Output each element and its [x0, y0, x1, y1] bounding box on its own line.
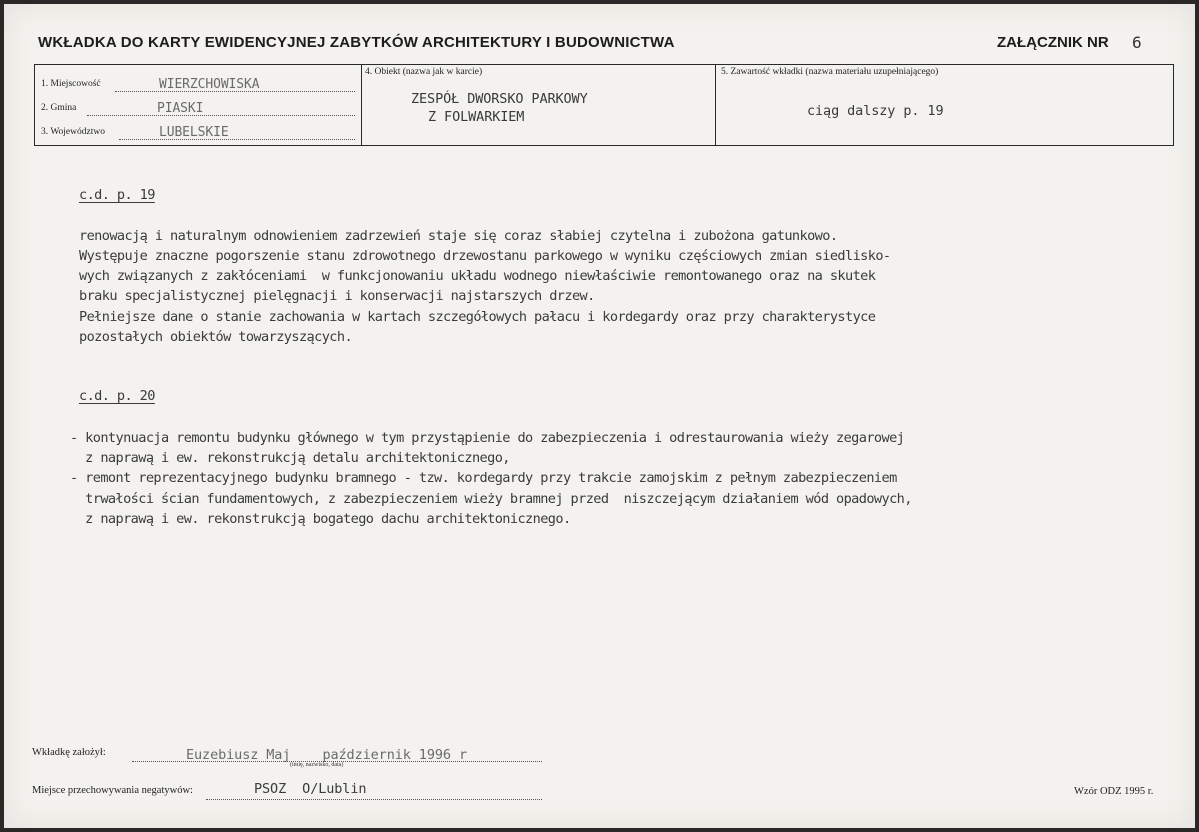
template-version: Wzór ODZ 1995 r.: [1074, 786, 1154, 797]
section1-line: Pełniejsze dane o stanie zachowania w kartach szczegółowych pałacu i kordegardy oraz przy charakterystyce: [79, 309, 876, 325]
section2-heading: c.d. p. 20: [79, 388, 155, 404]
column-divider: [361, 65, 362, 145]
created-by-value: Euzebiusz Maj październik 1996 r: [186, 747, 467, 763]
commune-label: 2. Gmina: [41, 103, 77, 113]
locality-value: WIERZCHOWISKA: [159, 77, 260, 92]
locality-label: 1. Miejscowość: [41, 79, 101, 89]
content-value: ciąg dalszy p. 19: [807, 103, 944, 119]
form-header-box: [34, 64, 1174, 146]
created-by-label: Wkładkę założył:: [32, 747, 106, 758]
section1-heading: c.d. p. 19: [79, 187, 155, 203]
section2-line: z naprawą i ew. rekonstrukcją detalu architektonicznego,: [70, 450, 510, 466]
section2-line: - remont reprezentacyjnego budynku bramnego - tzw. kordegardy przy trakcie zamojskim z pełnym zabezpieczeniem: [70, 470, 897, 486]
section1-line: pozostałych obiektów towarzyszących.: [79, 329, 353, 345]
commune-dotted-line: [87, 115, 355, 116]
section1-line: braku specjalistycznej pielęgnacji i konserwacji najstarszych drzew.: [79, 288, 595, 304]
annex-label: ZAŁĄCZNIK NR: [997, 34, 1109, 51]
commune-value: PIASKI: [157, 101, 204, 116]
negatives-value: PSOZ O/Lublin: [254, 781, 367, 797]
column-divider: [715, 65, 716, 145]
object-name-line2: Z FOLWARKIEM: [428, 109, 525, 125]
section2-line: trwałości ścian fundamentowych, z zabezpieczeniem wieży bramnej przed niszczejącym działaniem wód opadowych,: [70, 491, 912, 507]
annex-number: 6: [1132, 33, 1142, 52]
negatives-label: Miejsce przechowywania negatywów:: [32, 785, 193, 796]
section2-line: z naprawą i ew. rekonstrukcją bogatego dachu architektonicznego.: [70, 511, 571, 527]
object-label: 4. Obiekt (nazwa jak w karcie): [365, 67, 483, 77]
content-label: 5. Zawartość wkładki (nazwa materiału uzupełniającego): [721, 67, 939, 77]
document-title: WKŁADKA DO KARTY EWIDENCYJNEJ ZABYTKÓW ARCHITEKTURY I BUDOWNICTWA: [38, 34, 675, 51]
negatives-dotted-line: [206, 799, 542, 800]
object-name-line1: ZESPÓŁ DWORSKO PARKOWY: [411, 91, 588, 107]
voivodeship-label: 3. Województwo: [41, 127, 105, 137]
voivodeship-dotted-line: [119, 139, 355, 140]
voivodeship-value: LUBELSKIE: [159, 125, 229, 140]
document-sheet: [4, 4, 1195, 828]
section1-line: renowacją i naturalnym odnowieniem zadrzewień staje się coraz słabiej czytelna i zubożona gatunkowo.: [79, 228, 838, 244]
section2-line: - kontynuacja remontu budynku głównego w tym przystąpienie do zabezpieczenia i odrestaurowania wieży zegarowej: [70, 430, 905, 446]
section1-line: wych związanych z zakłóceniami w funkcjonowaniu układu wodnego niewłaściwie remontowanego oraz na skutek: [79, 268, 876, 284]
section1-line: Występuje znaczne pogorszenie stanu zdrowotnego drzewostanu parkowego w wyniku częściowych zmian siedlisko-: [79, 248, 891, 264]
created-by-hint: (imię, nazwisko, data): [290, 762, 344, 768]
